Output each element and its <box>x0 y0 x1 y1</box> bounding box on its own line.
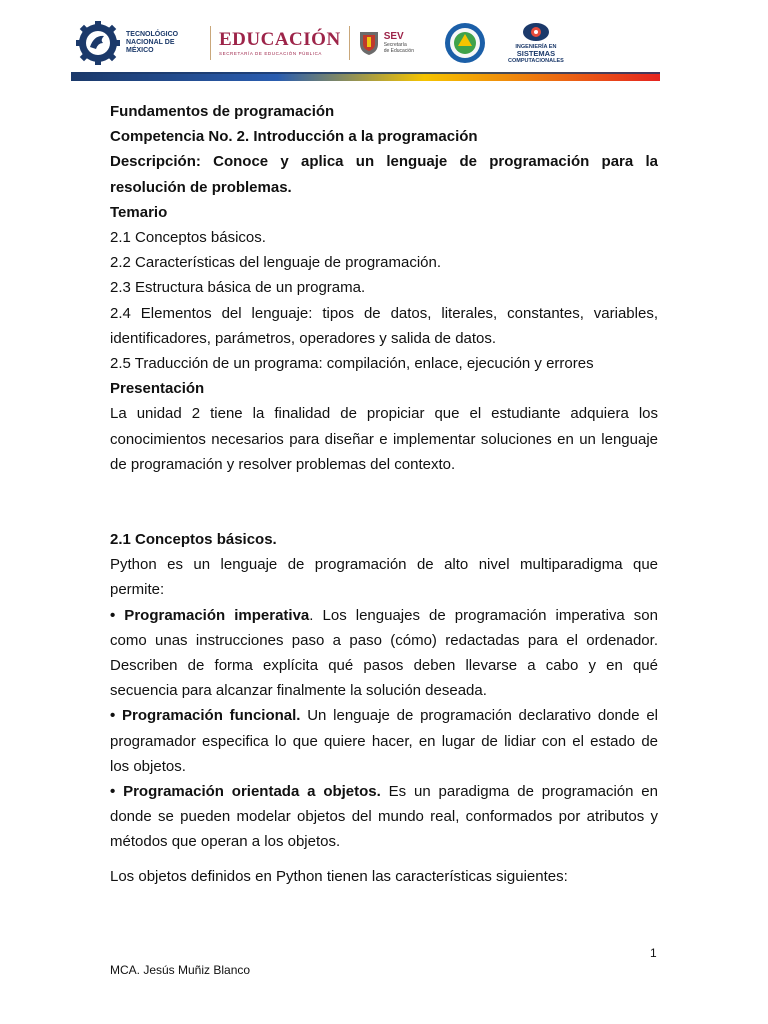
tecnm-line1: TECNOLÓGICO <box>126 31 179 38</box>
funcional-line-2: programador especifica lo que quiere hacer, en lugar de lidiar con el estado de <box>110 732 658 750</box>
footer-author: MCA. Jesús Muñiz Blanco <box>110 963 251 977</box>
temario-heading: Temario <box>110 203 168 221</box>
doc-title: Fundamentos de programación <box>110 103 335 120</box>
imperativa-line-4: secuencia para alcanzar finalmente la solución deseada. <box>110 682 487 700</box>
logo-separator <box>210 26 211 60</box>
competencia-line: Competencia No. 2. Introducción a la programación <box>110 128 478 146</box>
sev-logo <box>358 30 414 56</box>
descripcion-line-2: resolución de problemas. <box>110 178 292 196</box>
descripcion-line-1: Descripción: Conoce y aplica un lenguaje de programación para la <box>110 153 658 171</box>
presentacion-heading: Presentación <box>110 380 205 398</box>
isc-name <box>508 44 564 64</box>
spacer <box>110 477 658 527</box>
isc-line1: INGENIERÍA EN <box>515 44 557 50</box>
oo-line-1 <box>110 779 658 804</box>
imperativa-line-1-rest: . Los lenguajes de programación imperativa son <box>309 606 658 624</box>
isc-logo <box>508 22 564 64</box>
isc-line3: COMPUTACIONALES <box>508 58 564 64</box>
section-heading: 2.1 Conceptos básicos. <box>110 531 277 549</box>
imperativa-line-3: Describen de forma explícita qué pasos deben llevarse a cabo y en qué <box>110 657 658 675</box>
imperativa-term: • Programación imperativa <box>110 606 310 624</box>
funcional-term: • Programación funcional. <box>110 707 301 725</box>
oo-term: • Programación orientada a objetos. <box>110 783 381 801</box>
presentacion-line-1: La unidad 2 tiene la finalidad de propiciar que el estudiante adquiera los <box>110 405 658 423</box>
oo-line-2: donde se pueden modelar objetos del mundo real, conformados por atributos y <box>110 808 658 826</box>
objetos-line: Los objetos definidos en Python tienen las características siguientes: <box>110 867 568 885</box>
temario-item: 2.2 Características del lenguaje de programación. <box>110 254 442 272</box>
educacion-subtitle: SECRETARÍA DE EDUCACIÓN PÚBLICA <box>219 51 323 56</box>
educacion-title: EDUCACIÓN <box>219 29 341 50</box>
tecnm-name <box>126 31 202 55</box>
python-line-1: Python es un lenguaje de programación de alto nivel multiparadigma que <box>110 556 658 574</box>
page-header <box>0 0 768 92</box>
tecnm-gear-icon <box>76 21 120 65</box>
oo-line-3: métodos que operan a los objetos. <box>110 833 341 851</box>
temario-item-24-line-2: identificadores, parámetros, operadores y salida de datos. <box>110 329 497 347</box>
logo-separator <box>349 26 350 60</box>
sev-sub-1: Secretaría <box>383 42 407 48</box>
sev-sub-2: de Educación <box>383 48 414 54</box>
temario-item: 2.3 Estructura básica de un programa. <box>110 279 366 297</box>
temario-item-25: 2.5 Traducción de un programa: compilación, enlace, ejecución y errores <box>110 355 594 373</box>
sev-text <box>384 32 414 54</box>
temario-item-24-line-1: 2.4 Elementos del lenguaje: tipos de datos, literales, constantes, variables, <box>110 304 658 322</box>
isc-line2: SISTEMAS <box>516 49 556 58</box>
document-body <box>110 99 658 889</box>
python-line-2: permite: <box>110 581 165 599</box>
funcional-line-3: los objetos. <box>110 757 186 775</box>
funcional-line-1 <box>110 703 658 728</box>
presentacion-line-2: conocimientos necesarios para diseñar e implementar soluciones en un lenguaje <box>110 430 658 448</box>
temario-item: 2.1 Conceptos básicos. <box>110 229 266 247</box>
tecnm-logo <box>76 21 202 65</box>
veracruz-shield-icon <box>358 30 380 56</box>
imperativa-line-1 <box>110 603 658 628</box>
instituto-seal-icon <box>444 22 486 64</box>
spacer <box>110 855 658 864</box>
isc-gear-icon <box>522 22 550 42</box>
header-color-bar <box>71 72 660 81</box>
imperativa-line-2: como unas instrucciones paso a paso (cómo) redactadas para el ordenador. <box>110 631 658 649</box>
logo-row <box>76 18 564 68</box>
educacion-logo <box>219 30 341 56</box>
page-number: 1 <box>650 946 657 960</box>
tecnm-line2: NACIONAL DE MÉXICO <box>126 39 175 54</box>
presentacion-line-3: de programación y resolver problemas del contexto. <box>110 455 456 473</box>
funcional-line-1-rest: Un lenguaje de programación declarativo donde el <box>300 707 659 725</box>
sev-title: SEV <box>383 31 404 42</box>
oo-line-1-rest: Es un paradigma de programación en <box>380 783 658 801</box>
